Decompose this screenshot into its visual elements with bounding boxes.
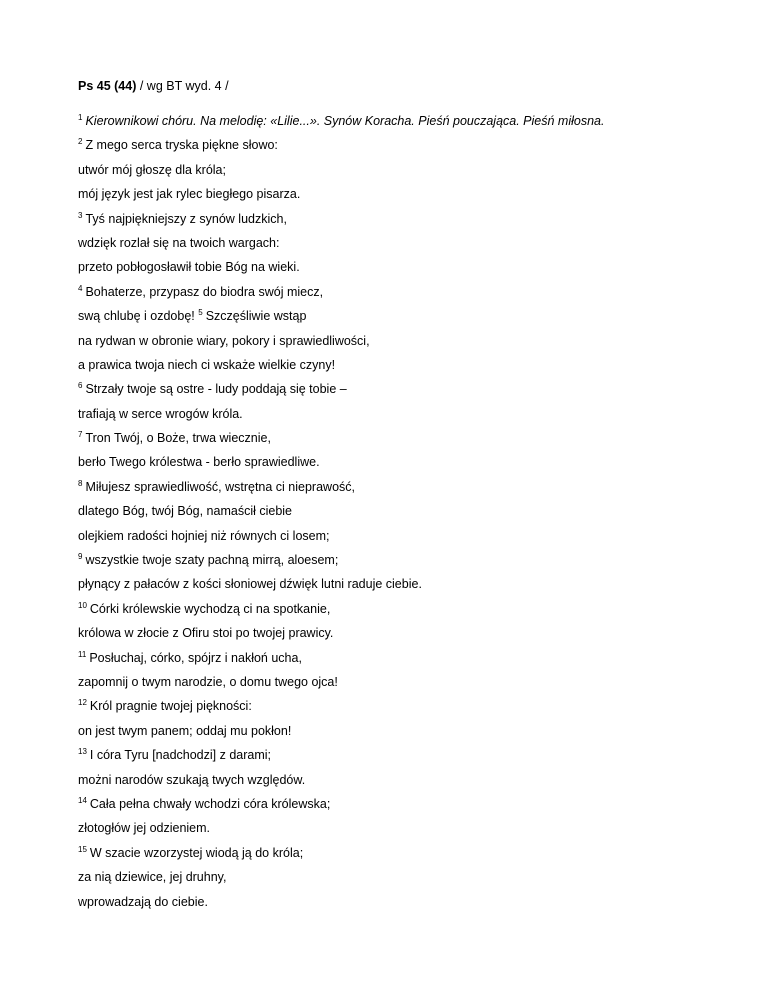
- verse-text: Tron Twój, o Boże, trwa wiecznie,: [85, 431, 271, 446]
- verse-line: [78, 576, 718, 592]
- verse-line: [78, 503, 718, 519]
- document-title: [78, 78, 718, 94]
- verse-number: 9: [78, 552, 83, 562]
- verse-number: 5: [198, 308, 203, 318]
- verse-line: [78, 479, 718, 495]
- verse-text: Posłuchaj, córko, spójrz i nakłoń ucha,: [89, 650, 302, 665]
- title-rest: / wg BT wyd. 4 /: [136, 79, 229, 93]
- verse-line: [78, 894, 718, 910]
- verse-text: możni narodów szukają twych względów.: [78, 772, 306, 787]
- verse-line: [78, 235, 718, 251]
- verse-text: W szacie wzorzystej wiodą ją do króla;: [89, 845, 304, 860]
- verse-text: Córki królewskie wychodzą ci na spotkanie,: [89, 601, 331, 616]
- verse-text: mój język jest jak rylec biegłego pisarza.: [78, 187, 301, 202]
- verse-line: [78, 333, 718, 349]
- verse-line: [78, 674, 718, 690]
- verse-text: wprowadzają do ciebie.: [78, 894, 208, 909]
- verse-text: olejkiem radości hojniej niż równych ci losem;: [78, 528, 330, 543]
- verse-text: zapomnij o twym narodzie, o domu twego ojca!: [78, 674, 338, 689]
- verse-line: [78, 211, 718, 227]
- verse-line: [78, 796, 718, 812]
- verse-text: złotogłów jej odzieniem.: [78, 821, 211, 836]
- verse-text: za nią dziewice, jej druhny,: [78, 870, 227, 885]
- verse-text: a prawica twoja niech ci wskaże wielkie czyny!: [78, 357, 336, 372]
- verse-number: 10: [78, 600, 87, 610]
- verse-line: [78, 601, 718, 617]
- verse-number: 2: [78, 137, 83, 147]
- verse-line: [78, 552, 718, 568]
- verse-number: 13: [78, 747, 87, 757]
- verse-text: on jest twym panem; oddaj mu pokłon!: [78, 723, 292, 738]
- verse-line: [78, 845, 718, 861]
- verse-number: 11: [78, 649, 87, 659]
- verse-line: [78, 430, 718, 446]
- verse-number: 4: [78, 283, 83, 293]
- verse-text: na rydwan w obronie wiary, pokory i sprawiedliwości,: [78, 333, 370, 348]
- verse-text: Z mego serca tryska piękne słowo:: [85, 138, 278, 153]
- verse-line: [78, 454, 718, 470]
- verse-line: [78, 186, 718, 202]
- verse-number: 8: [78, 478, 83, 488]
- verse-line: [78, 698, 718, 714]
- verse-text: Król pragnie twojej piękności:: [89, 699, 252, 714]
- verse-text: swą chlubę i ozdobę!: [78, 309, 195, 324]
- verse-text: berło Twego królestwa - berło sprawiedliwe.: [78, 455, 320, 470]
- verse-line: [78, 162, 718, 178]
- verse-line: [78, 820, 718, 836]
- verse-number: 3: [78, 210, 83, 220]
- psalm-text: [78, 113, 718, 910]
- verse-text: Cała pełna chwały wchodzi córa królewska;: [89, 796, 331, 811]
- verse-text: Miłujesz sprawiedliwość, wstrętna ci nieprawość,: [85, 479, 355, 494]
- verse-line: [78, 528, 718, 544]
- verse-line: [78, 284, 718, 300]
- verse-text: wdzięk rozlał się na twoich wargach:: [78, 235, 280, 250]
- verse-text: przeto pobłogosławił tobie Bóg na wieki.: [78, 260, 300, 275]
- verse-line: [78, 772, 718, 788]
- verse-text: dlatego Bóg, twój Bóg, namaścił ciebie: [78, 504, 293, 519]
- verse-number: 14: [78, 795, 87, 805]
- verse-text: Kierownikowi chóru. Na melodię: «Lilie...». Synów Koracha. Pieśń pouczająca. Pieśń miłosna.: [85, 114, 605, 128]
- verse-line: [78, 650, 718, 666]
- verse-text: Strzały twoje są ostre - ludy poddają się tobie –: [85, 382, 347, 397]
- verse-text: utwór mój głoszę dla króla;: [78, 162, 226, 177]
- verse-text: królowa w złocie z Ofiru stoi po twojej prawicy.: [78, 626, 334, 641]
- verse-number: 6: [78, 381, 83, 391]
- verse-text: trafiają w serce wrogów króla.: [78, 406, 243, 421]
- verse-number: 7: [78, 430, 83, 440]
- verse-number: 1: [78, 113, 83, 122]
- verse-text: I córa Tyru [nadchodzi] z darami;: [89, 748, 272, 763]
- verse-text: płynący z pałaców z kości słoniowej dźwięk lutni raduje ciebie.: [78, 577, 422, 592]
- verse-number: 15: [78, 844, 87, 854]
- title-bold: Ps 45 (44): [78, 79, 137, 93]
- verse-line: [78, 137, 718, 153]
- verse-line: [78, 869, 718, 885]
- verse-line: [78, 357, 718, 373]
- verse-text: wszystkie twoje szaty pachną mirrą, aloesem;: [85, 553, 339, 568]
- verse-line: [78, 381, 718, 397]
- verse-text: Tyś najpiękniejszy z synów ludzkich,: [85, 211, 287, 226]
- verse-text: Szczęśliwie wstąp: [205, 309, 307, 324]
- verse-line: [78, 308, 718, 324]
- document-page: [78, 78, 718, 918]
- verse-line: [78, 747, 718, 763]
- verse-text: Bohaterze, przypasz do biodra swój miecz,: [85, 284, 324, 299]
- verse-line: [78, 406, 718, 422]
- verse-line: [78, 113, 718, 129]
- verse-line: [78, 723, 718, 739]
- verse-number: 12: [78, 698, 87, 708]
- verse-line: [78, 625, 718, 641]
- verse-line: [78, 259, 718, 275]
